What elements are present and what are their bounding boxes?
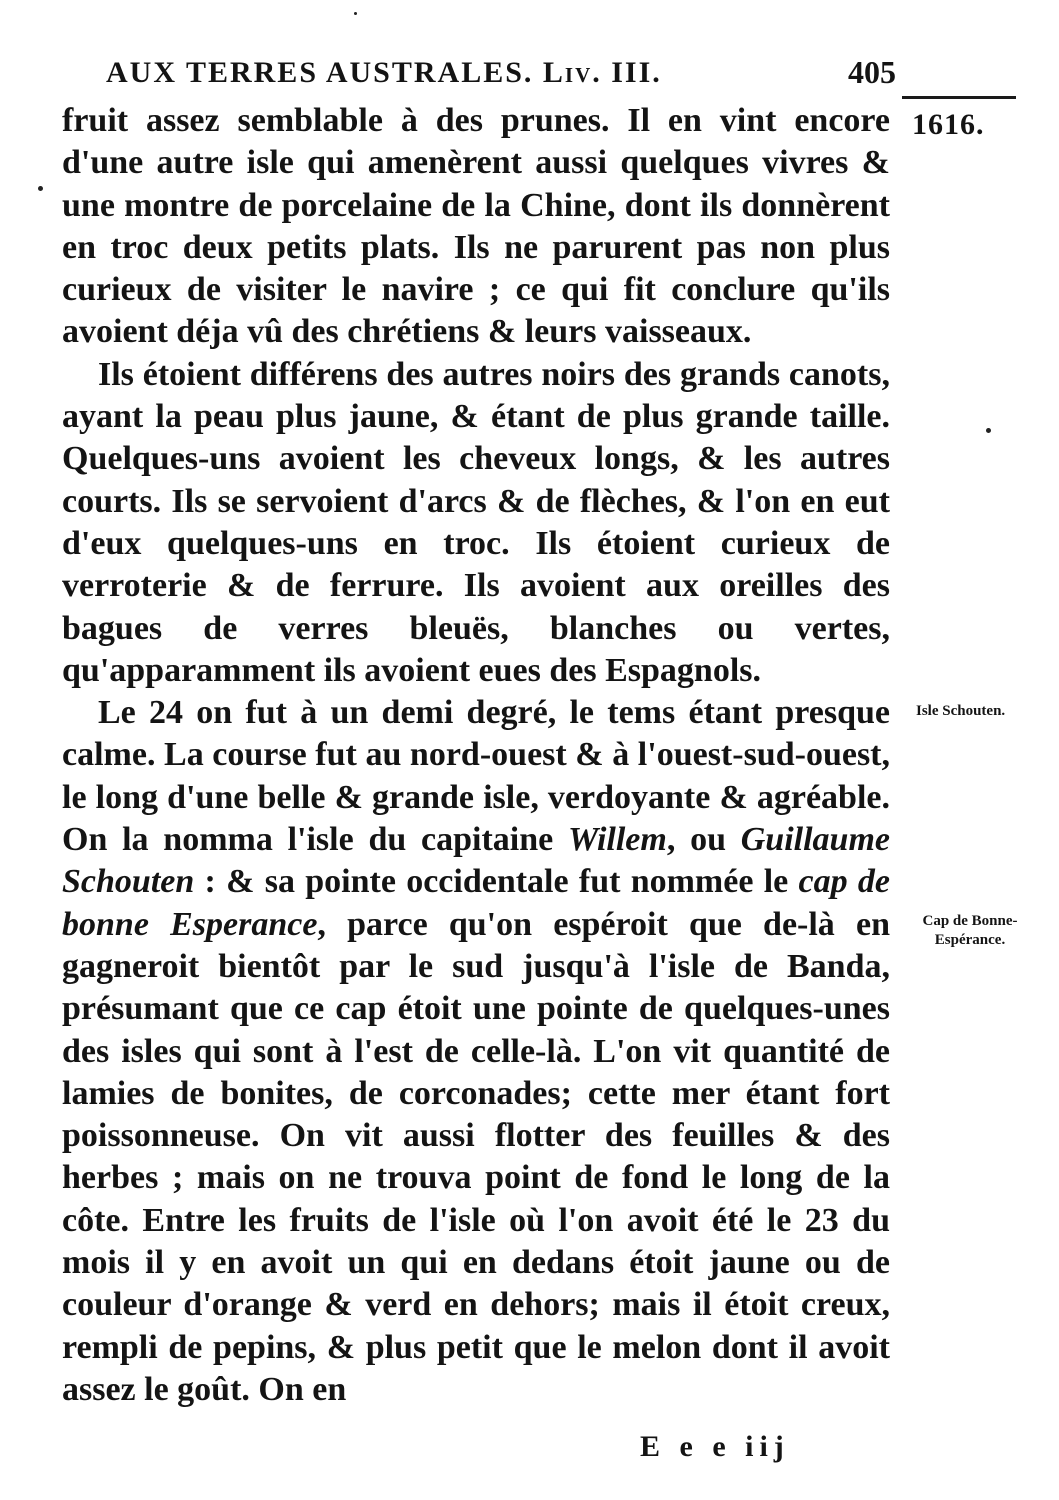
margin-note-isle-schouten: Isle Schouten. <box>916 703 1006 719</box>
running-head <box>96 52 896 96</box>
running-title: AUX TERRES AUSTRALES. Liv. III. <box>106 56 662 89</box>
ink-speck <box>38 186 43 191</box>
name-willem: Willem <box>567 821 667 859</box>
header-rule <box>902 96 1016 99</box>
page-number: 405 <box>848 54 896 90</box>
signature-mark: E e e iij <box>640 1430 790 1463</box>
ink-speck <box>986 428 991 433</box>
paragraph-1: fruit assez semblable à des prunes. Il en vint encore d'une autre isle qui amenèrent aussi quelques vivres & une montre de porcelaine de la Chine, dont ils donnèrent en troc deux petits plats. Ils ne parurent pas non plus curieux de visiter le navire ; ce qui fit conclure qu'ils avoient déja vû des chrétiens & leurs vaisseaux. <box>62 102 890 351</box>
paragraph-2: Ils étoient différens des autres noirs des grands canots, ayant la peau plus jaune, & étant de plus grande taille. Quelques-uns avoient les cheveux longs, & les autres courts. Ils se servoient d'arcs & de flèches, & l'on en eut d'eux quelques-uns en troc. Ils étoient curieux de verroterie & de ferrure. Ils avoient aux oreilles des bagues de verres bleuës, blanches ou vertes, qu'apparamment ils avoient eues des Espagnols. <box>62 355 890 689</box>
paragraph-3-part-c: : & sa pointe occidentale fut nommée le <box>194 863 799 901</box>
body-text <box>62 100 890 1411</box>
name-cap-bonne-esperance: cap de bonne Esperance <box>62 863 890 943</box>
paragraph-3 <box>62 692 890 1411</box>
paragraph-3-part-b: , ou <box>666 821 741 859</box>
margin-year: 1616. <box>912 108 985 141</box>
ink-speck <box>354 12 357 15</box>
margin-note-cap-bonne-esperance: Cap de Bonne-Espérance. <box>922 913 1018 948</box>
paragraph-3-part-d: , parce qu'on espéroit que de-là en gagneroit bientôt par le sud jusqu'à l'isle de Banda, présumant que ce cap étoit une pointe de quelques-unes des isles qui sont à l'est de celle-là. L'on vit quantité de lamies de bonites, de corconades; cette mer étant fort poissonneuse. On vit aussi flotter des feuilles & des herbes ; mais on ne trouva point de fond le long de la côte. Entre les fruits de l'isle où l'on avoit été le 23 du mois il y en avoit un qui en dedans étoit jaune ou de couleur d'orange & verd en dehors; mais il étoit creux, rempli de pepins, & plus petit que le melon dont il avoit assez le goût. On en <box>62 905 890 1408</box>
name-guillaume-schouten: Guillaume Schouten <box>62 821 890 901</box>
paragraph-3-part-a: Le 24 on fut à un demi degré, le tems étant presque calme. La course fut au nord-ouest & à l'ouest-sud-ouest, le long d'une belle & grande isle, verdoyante & agréable. On la nomma l'isle du capitaine <box>62 694 890 859</box>
